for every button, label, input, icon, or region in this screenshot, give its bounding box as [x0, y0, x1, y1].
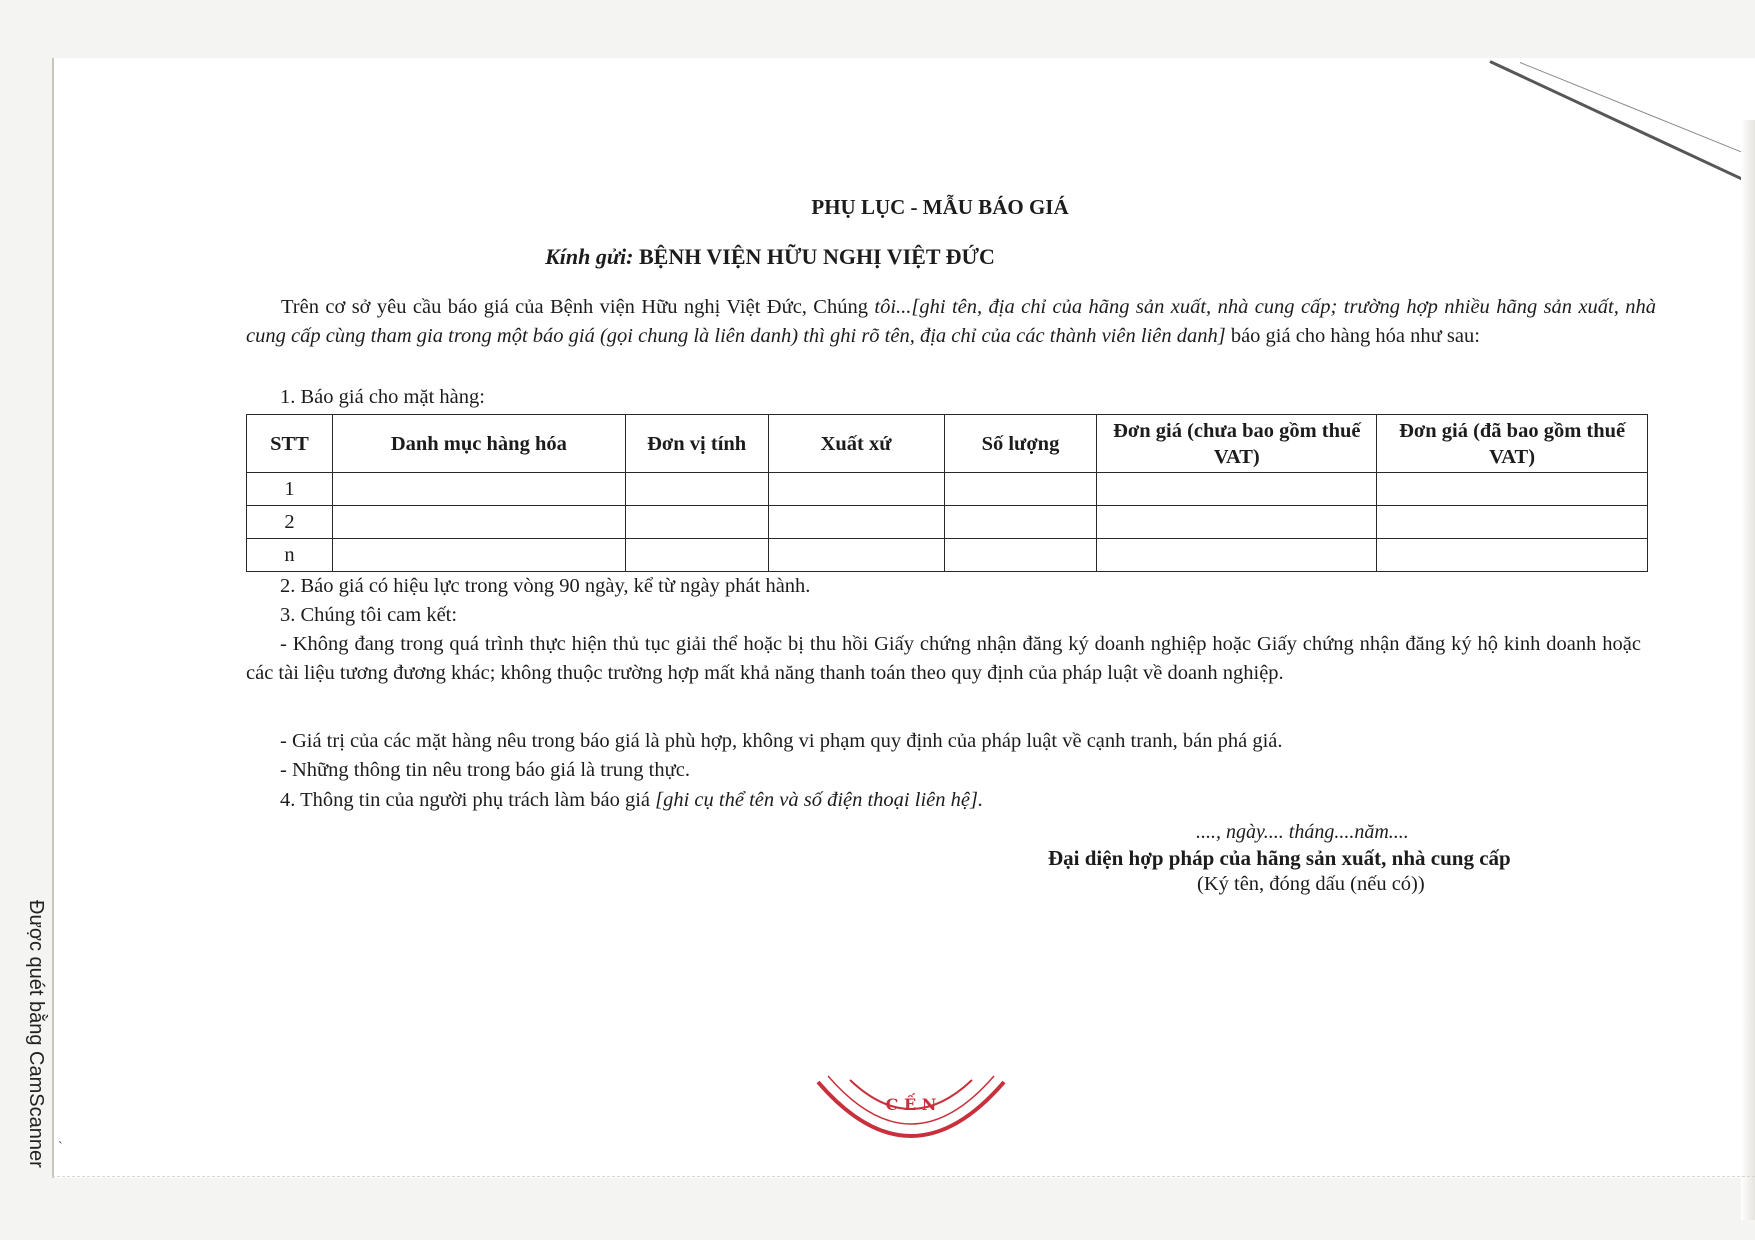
table-cell — [332, 506, 625, 539]
header-quantity: Số lượng — [944, 415, 1097, 473]
signature-note: (Ký tên, đóng dấu (nếu có)) — [1197, 873, 1425, 895]
header-item: Danh mục hàng hóa — [332, 415, 625, 473]
table-cell — [332, 473, 625, 506]
section-4 — [246, 786, 1680, 815]
intro-note: tôi...[ghi tên, địa chỉ của hãng sản xuất, nhà cung cấp; trường hợp nhiều hãng sản xuất, nhà cung cấp cùng tham gia trong một báo giá (gọi chung là liên danh) thì ghi rõ tên, địa chỉ của các thành viên liên danh] — [246, 296, 1657, 347]
table-cell — [944, 539, 1097, 572]
commitment-2: - Giá trị của các mặt hàng nêu trong báo giá là phù hợp, không vi phạm quy định của pháp luật về cạnh tranh, bán phá giá. — [280, 730, 1283, 752]
header-price-excl-vat: Đơn giá (chưa bao gồm thuế VAT) — [1097, 415, 1377, 473]
quote-table — [246, 414, 1648, 572]
section-3-heading: 3. Chúng tôi cam kết: — [280, 604, 458, 626]
commitment-3: - Những thông tin nêu trong báo giá là trung thực. — [280, 759, 690, 781]
commitment-1: - Không đang trong quá trình thực hiện thủ tục giải thể hoặc bị thu hồi Giấy chứng nhận đăng ký doanh nghiệp hoặc Giấy chứng nhận đăng ký hộ kinh doanh hoặc các tài liệu tương đương khác; không thuộc trường hợp mất khả năng thanh toán theo quy định của pháp luật về doanh nghiệp. — [246, 633, 1641, 684]
table-cell — [768, 473, 944, 506]
table-cell — [944, 473, 1097, 506]
table-cell — [625, 473, 768, 506]
table-cell — [768, 539, 944, 572]
table-cell — [1377, 473, 1648, 506]
row-stt: 1 — [247, 473, 333, 506]
section-2: 2. Báo giá có hiệu lực trong vòng 90 ngày, kể từ ngày phát hành. — [280, 575, 811, 597]
document-title: PHỤ LỤC - MẪU BÁO GIÁ — [811, 195, 1069, 219]
page-edge — [1741, 120, 1755, 1220]
intro-paragraph — [246, 293, 1656, 351]
scan-mark: ` — [58, 1140, 63, 1155]
recipient-line — [0, 244, 1540, 270]
signature-title: Đại diện hợp pháp của hãng sản xuất, nhà cung cấp — [1048, 846, 1511, 870]
table-cell — [625, 506, 768, 539]
header-unit: Đơn vị tính — [625, 415, 768, 473]
table-cell — [625, 539, 768, 572]
header-stt: STT — [247, 415, 333, 473]
recipient-label: Kính gửi: — [545, 244, 634, 269]
header-origin: Xuất xứ — [768, 415, 944, 473]
recipient-name: BỆNH VIỆN HỮU NGHỊ VIỆT ĐỨC — [638, 244, 995, 269]
table-header-row — [247, 415, 1648, 473]
header-price-incl-vat: Đơn giá (đã bao gồm thuế VAT) — [1377, 415, 1648, 473]
table-cell — [332, 539, 625, 572]
table-cell — [768, 506, 944, 539]
date-line: ...., ngày.... tháng....năm.... — [1196, 821, 1409, 843]
row-stt: 2 — [247, 506, 333, 539]
table-row — [247, 473, 1648, 506]
table-cell — [1097, 506, 1377, 539]
table-cell — [1097, 473, 1377, 506]
section-1-heading: 1. Báo giá cho mặt hàng: — [280, 386, 485, 408]
table-cell — [1097, 539, 1377, 572]
scanner-watermark: Được quét bằng CamScanner — [25, 900, 47, 1168]
table-row — [247, 506, 1648, 539]
intro-lead: Trên cơ sở yêu cầu báo giá của Bệnh viện Hữu nghị Việt Đức, Chúng — [281, 296, 875, 318]
section-4-note: [ghi cụ thể tên và số điện thoại liên hệ]. — [655, 789, 984, 811]
red-stamp-seal — [806, 1060, 1016, 1180]
intro-tail: báo giá cho hàng hóa như sau: — [1225, 325, 1480, 347]
stamp-text: C Ế N — [885, 1095, 937, 1114]
table-cell — [1377, 539, 1648, 572]
row-stt: n — [247, 539, 333, 572]
section-4-text: 4. Thông tin của người phụ trách làm báo giá — [280, 789, 656, 811]
table-row — [247, 539, 1648, 572]
table-cell — [944, 506, 1097, 539]
table-cell — [1377, 506, 1648, 539]
